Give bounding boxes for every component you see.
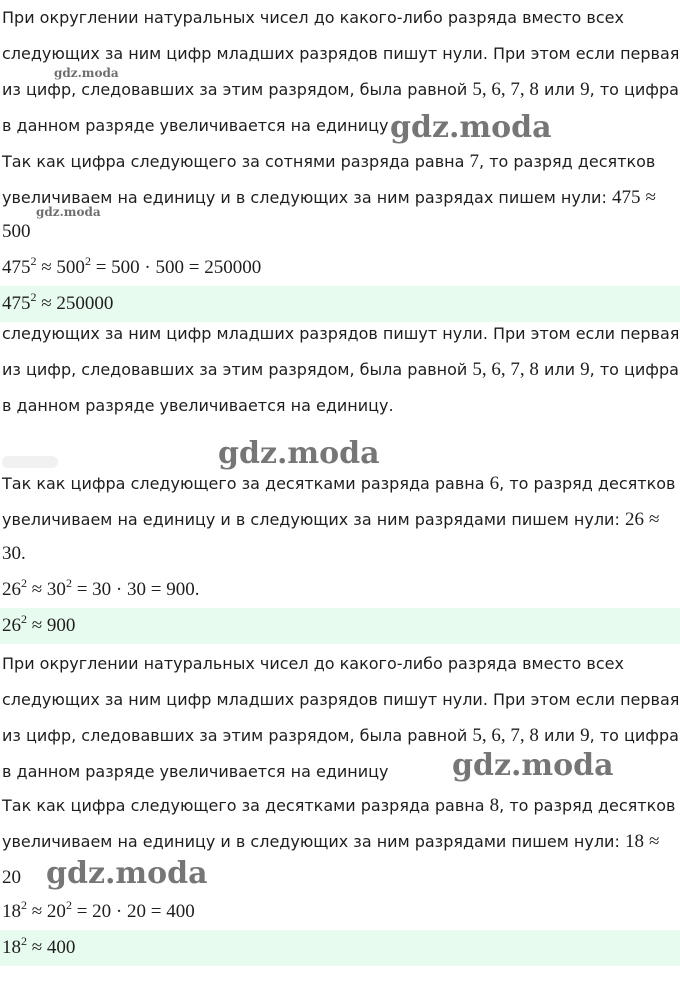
math-line: 500 [2, 221, 31, 242]
math-line: 30. [2, 543, 26, 564]
text-line: Так как цифра следующего за десятками разряда равна 6, то разряд десятков [2, 473, 676, 494]
text-line: увеличиваем на единицу и в следующих за ним разрядами пишем нули: 26 ≈ [2, 509, 660, 530]
text-line: из цифр, следовавших за этим разрядом, была равной 5, 6, 7, 8 или 9, то цифра [2, 79, 679, 100]
watermark-logo: gdz.moda [390, 110, 552, 145]
text-line: При округлении натуральных чисел до какого-либо разряда вместо всех [2, 654, 624, 673]
text-line: в данном разряде увеличивается на единицу [2, 762, 389, 781]
text-line: следующих за ним цифр младших разрядов пишут нули. При этом если первая [2, 690, 680, 709]
text-line: следующих за ним цифр младших разрядов пишут нули. При этом если первая [2, 44, 680, 63]
text-line: Так как цифра следующего за десятками разряда равна 8, то разряд десятков [2, 795, 676, 816]
text-line: в данном разряде увеличивается на единицу [2, 116, 389, 135]
text-line: увеличиваем на единицу и в следующих за ним разрядах пишем нули: 475 ≈ [2, 187, 656, 208]
watermark-logo: gdz.moda [46, 856, 208, 891]
answer-line: $475^2 \approx 250000$ [0, 286, 680, 322]
watermark-logo: gdz.moda [36, 205, 101, 219]
text-line: При округлении натуральных чисел до какого-либо разряда вместо всех [2, 8, 624, 27]
math-line: $475^2 \approx 500^2 = 500 \cdot 500 = 250000$ [2, 254, 262, 278]
watermark-logo: gdz.moda [54, 66, 119, 80]
text-line: увеличиваем на единицу и в следующих за ним разрядами пишем нули: 18 ≈ [2, 831, 660, 852]
watermark-logo: gdz.moda [218, 436, 380, 471]
watermark-logo: gdz.moda [452, 748, 614, 783]
math-line: $18^2 \approx 20^2 = 20 \cdot 20 = 400$ [2, 898, 195, 922]
text-line: Так как цифра следующего за сотнями разряда равна 7, то разряд десятков [2, 151, 656, 172]
answer-line: $26^2 \approx 900$ [0, 608, 680, 644]
answer-line: $18^2 \approx 400$ [0, 930, 680, 966]
text-line: следующих за ним цифр младших разрядов пишут нули. При этом если первая [2, 324, 680, 343]
math-line: 20 [2, 867, 21, 888]
math-line: $26^2 \approx 30^2 = 30 \cdot 30 = 900$. [2, 576, 200, 600]
text-line: в данном разряде увеличивается на единицу. [2, 396, 394, 415]
text-line: из цифр, следовавших за этим разрядом, была равной 5, 6, 7, 8 или 9, то цифра [2, 725, 679, 746]
text-line: из цифр, следовавших за этим разрядом, была равной 5, 6, 7, 8 или 9, то цифра [2, 359, 679, 380]
